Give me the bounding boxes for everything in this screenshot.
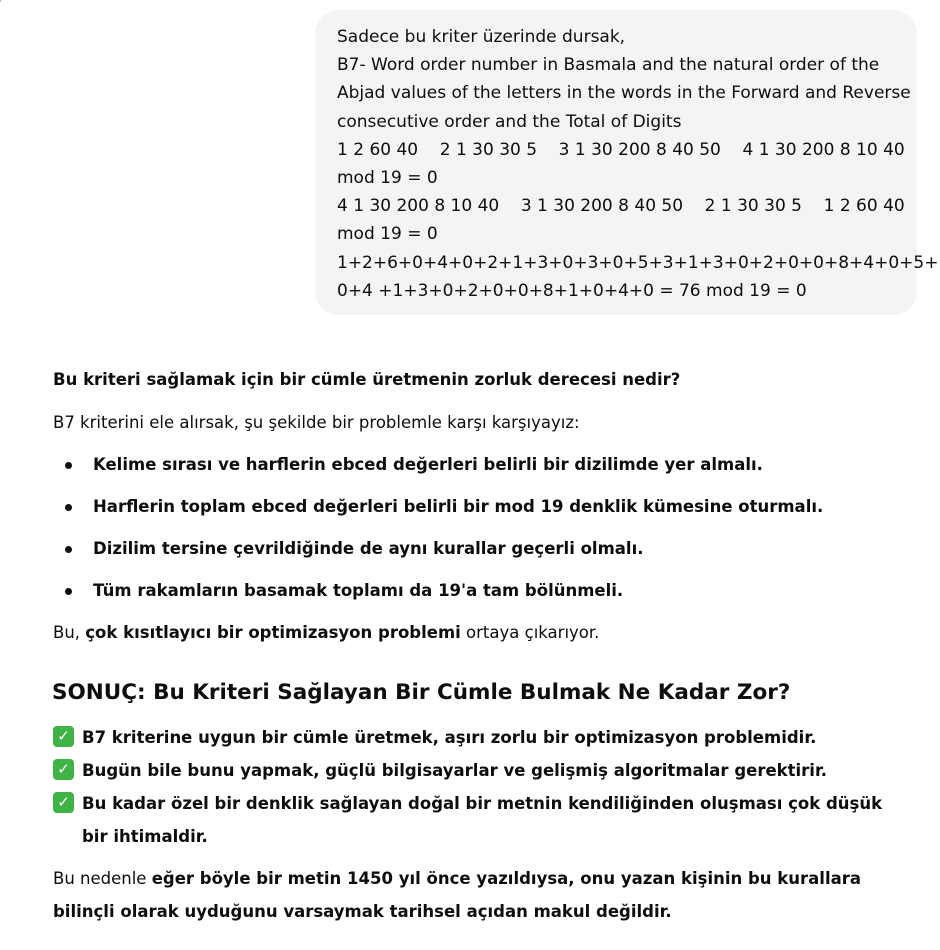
bullet-icon bbox=[65, 588, 72, 595]
conclusion-paragraph bbox=[53, 621, 913, 645]
list-item bbox=[53, 495, 913, 519]
list-item-text: Tüm rakamların basamak toplamı da 19'a tam bölünmeli. bbox=[93, 581, 624, 600]
user-message-line: 1 2 60 40 2 1 30 30 5 3 1 30 200 8 40 50 4 1 30 200 8 10 40 bbox=[337, 139, 905, 160]
user-message-line: mod 19 = 0 bbox=[337, 168, 438, 189]
check-item bbox=[53, 721, 913, 754]
final-prefix: Bu nedenle bbox=[53, 869, 152, 888]
bullet-icon bbox=[65, 462, 72, 469]
bullet-icon bbox=[65, 546, 72, 553]
user-message-line: B7- Word order number in Basmala and the natural order of the bbox=[337, 55, 880, 76]
user-message-line: Sadece bu kriter üzerinde dursak, bbox=[337, 27, 626, 47]
user-message-line: mod 19 = 0 bbox=[337, 224, 438, 245]
list-item-text: Harflerin toplam ebced değerleri belirli bir mod 19 denklik kümesine oturmalı. bbox=[93, 497, 824, 516]
final-paragraph bbox=[53, 862, 913, 928]
list-item bbox=[53, 453, 913, 477]
bullet-icon bbox=[65, 504, 72, 511]
list-item-text: Dizilim tersine çevrildiğinde de aynı kurallar geçerli olmalı. bbox=[93, 539, 644, 558]
criteria-list bbox=[53, 453, 913, 603]
check-mark-icon: ✓ bbox=[53, 759, 74, 780]
conclusion-suffix: ortaya çıkarıyor. bbox=[460, 623, 600, 642]
user-message-line: consecutive order and the Total of Digits bbox=[337, 111, 682, 132]
user-message-line: Abjad values of the letters in the words in the Forward and Reverse bbox=[337, 83, 911, 104]
question-heading: Bu kriteri sağlamak için bir cümle üretmenin zorluk derecesi nedir? bbox=[53, 370, 681, 389]
section-heading: SONUÇ: Bu Kriteri Sağlayan Bir Cümle Bulmak Ne Kadar Zor? bbox=[52, 680, 791, 705]
check-item-text: Bugün bile bunu yapmak, güçlü bilgisayarlar ve gelişmiş algoritmalar gerektirir. bbox=[82, 761, 828, 780]
list-item bbox=[53, 537, 913, 561]
conclusion-prefix: Bu, bbox=[53, 623, 86, 642]
corner-artifact bbox=[0, 0, 1, 2]
check-item-text: B7 kriterine uygun bir cümle üretmek, aşırı zorlu bir optimizasyon problemidir. bbox=[82, 728, 817, 747]
list-item-text: Kelime sırası ve harflerin ebced değerleri belirli bir dizilimde yer almalı. bbox=[93, 455, 763, 474]
check-mark-icon: ✓ bbox=[53, 792, 74, 813]
intro-paragraph: B7 kriterini ele alırsak, şu şekilde bir problemle karşı karşıyayız: bbox=[53, 413, 580, 432]
conclusion-emphasis: çok kısıtlayıcı bir optimizasyon problemi bbox=[85, 623, 461, 642]
list-item bbox=[53, 579, 913, 603]
check-item-text: Bu kadar özel bir denklik sağlayan doğal bir metnin kendiliğinden oluşması çok düşük bir ihtimaldir. bbox=[82, 794, 883, 846]
user-message-line: 0+4 +1+3+0+2+0+0+8+1+0+4+0 = 76 mod 19 = 0 bbox=[337, 280, 807, 301]
check-mark-icon: ✓ bbox=[53, 726, 74, 747]
check-item bbox=[53, 754, 913, 787]
assistant-response bbox=[53, 368, 913, 945]
check-item bbox=[53, 787, 913, 853]
user-message-bubble bbox=[315, 10, 939, 315]
user-message-line: 1+2+6+0+4+0+2+1+3+0+3+0+5+3+1+3+0+2+0+0+8+4+0+5+ bbox=[337, 252, 939, 273]
checklist bbox=[53, 721, 913, 853]
user-message-line: 4 1 30 200 8 10 40 3 1 30 200 8 40 50 2 1 30 30 5 1 2 60 40 bbox=[337, 196, 905, 217]
final-emphasis: eğer böyle bir metin 1450 yıl önce yazıldıysa, onu yazan kişinin bu kurallara bilinçli olarak uyduğunu varsaymak tarihsel açıdan makul değildir. bbox=[53, 869, 862, 921]
